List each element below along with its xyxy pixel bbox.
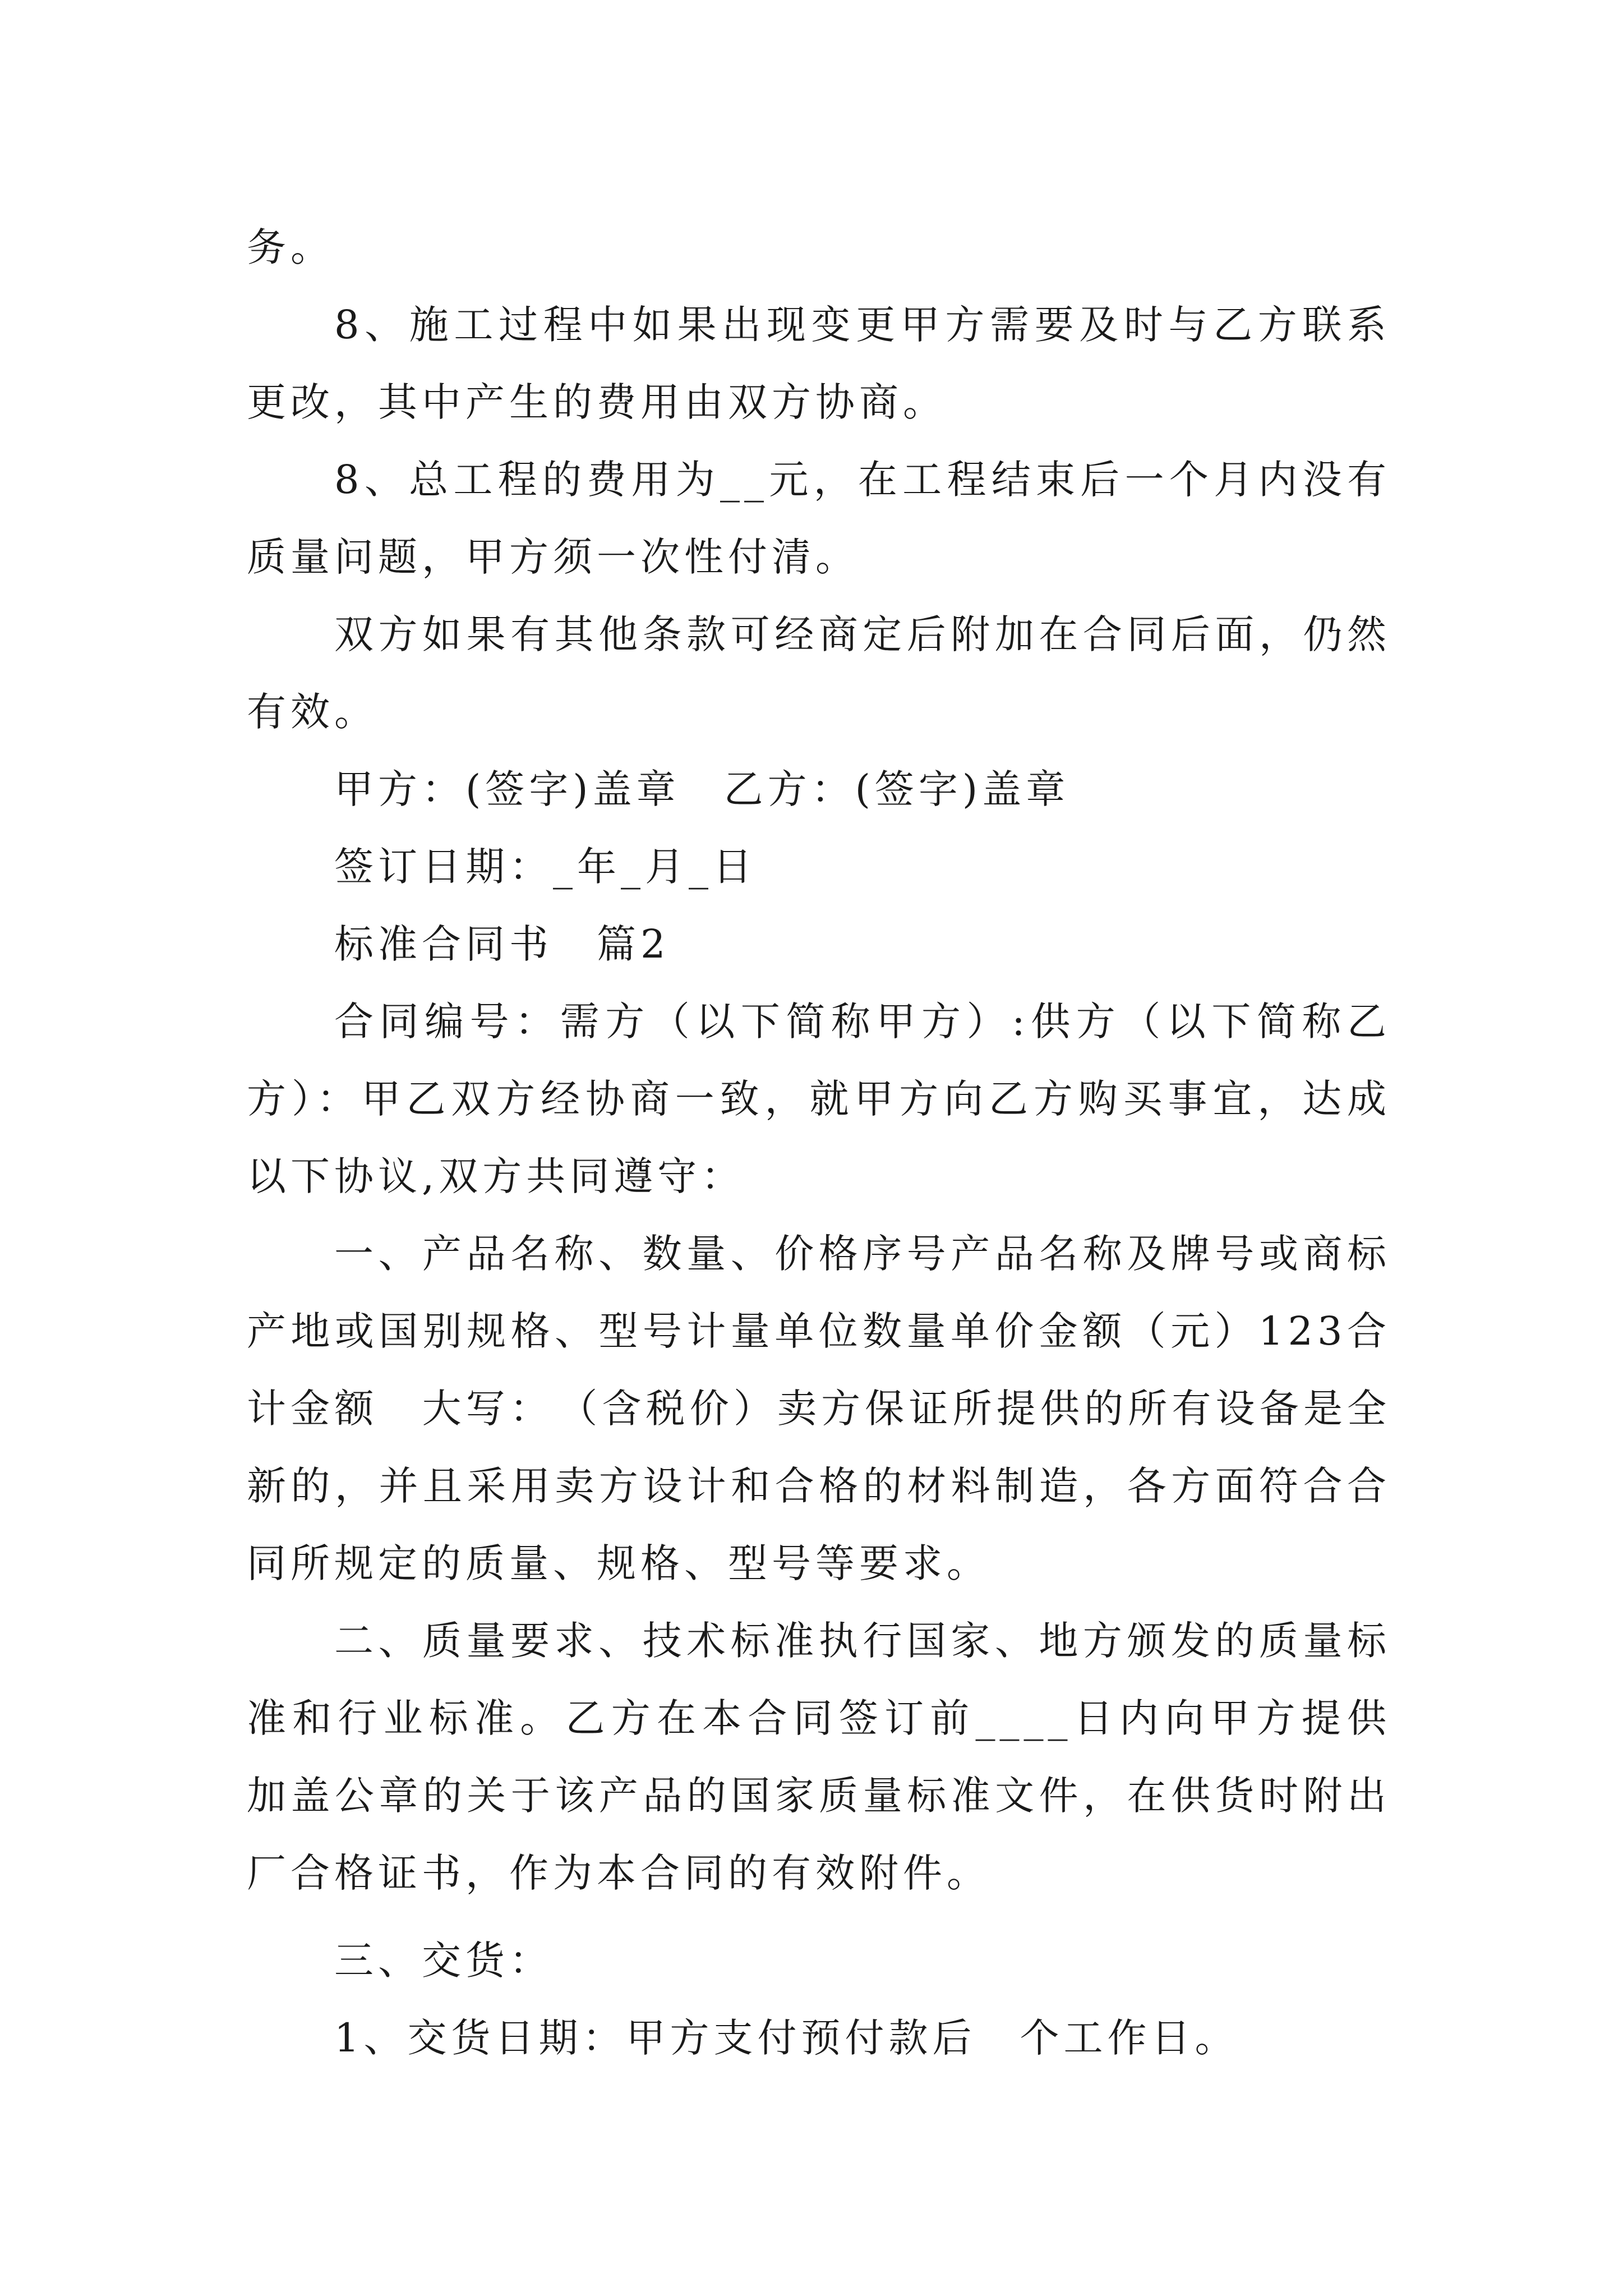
paragraph-quality-requirements: 二、质量要求、技术标准执行国家、地方颁发的质量标准和行业标准。乙方在本合同签订前____日内向甲方提供加盖公章的关于该产品的国家质量标准文件，在供货时附出厂合格证书，作为本合同的有效附件。 (247, 1618, 1391, 1896)
document-body (247, 209, 1391, 2077)
paragraph-other-terms: 双方如果有其他条款可经商定后附加在合同后面，仍然有效。 (247, 611, 1391, 735)
paragraph-clause-8-payment: 8、总工程的费用为__元，在工程结束后一个月内没有质量问题，甲方须一次性付清。 (247, 457, 1391, 580)
paragraph-contract-number: 合同编号：需方（以下简称甲方）:供方（以下简称乙方）：甲乙双方经协商一致，就甲方向乙方购买事宜，达成以下协议,双方共同遵守： (247, 999, 1391, 1199)
paragraph-delivery-heading: 三、交货： (334, 1938, 553, 1984)
paragraph-continuation: 务。 (247, 224, 334, 270)
paragraph-delivery-date: 1、交货日期：甲方支付预付款后 个工作日。 (334, 2015, 1239, 2061)
paragraph-clause-8-changes: 8、施工过程中如果出现变更甲方需要及时与乙方联系更改，其中产生的费用由双方协商。 (247, 302, 1391, 425)
paragraph-signatures: 甲方：(签字)盖章 乙方：(签字)盖章 (334, 766, 1070, 812)
paragraph-product-info: 一、产品名称、数量、价格序号产品名称及牌号或商标产地或国别规格、型号计量单位数量单价金额（元）123合计金额 大写： （含税价）卖方保证所提供的所有设备是全新的，并且采用卖方设计和合格的材料制造，各方面符合合同所规定的质量、规格、型号等要求。 (247, 1231, 1391, 1586)
paragraph-sign-date: 签订日期：_年_月_日 (334, 844, 757, 890)
section-heading-contract-2: 标准合同书 篇2 (334, 921, 670, 967)
